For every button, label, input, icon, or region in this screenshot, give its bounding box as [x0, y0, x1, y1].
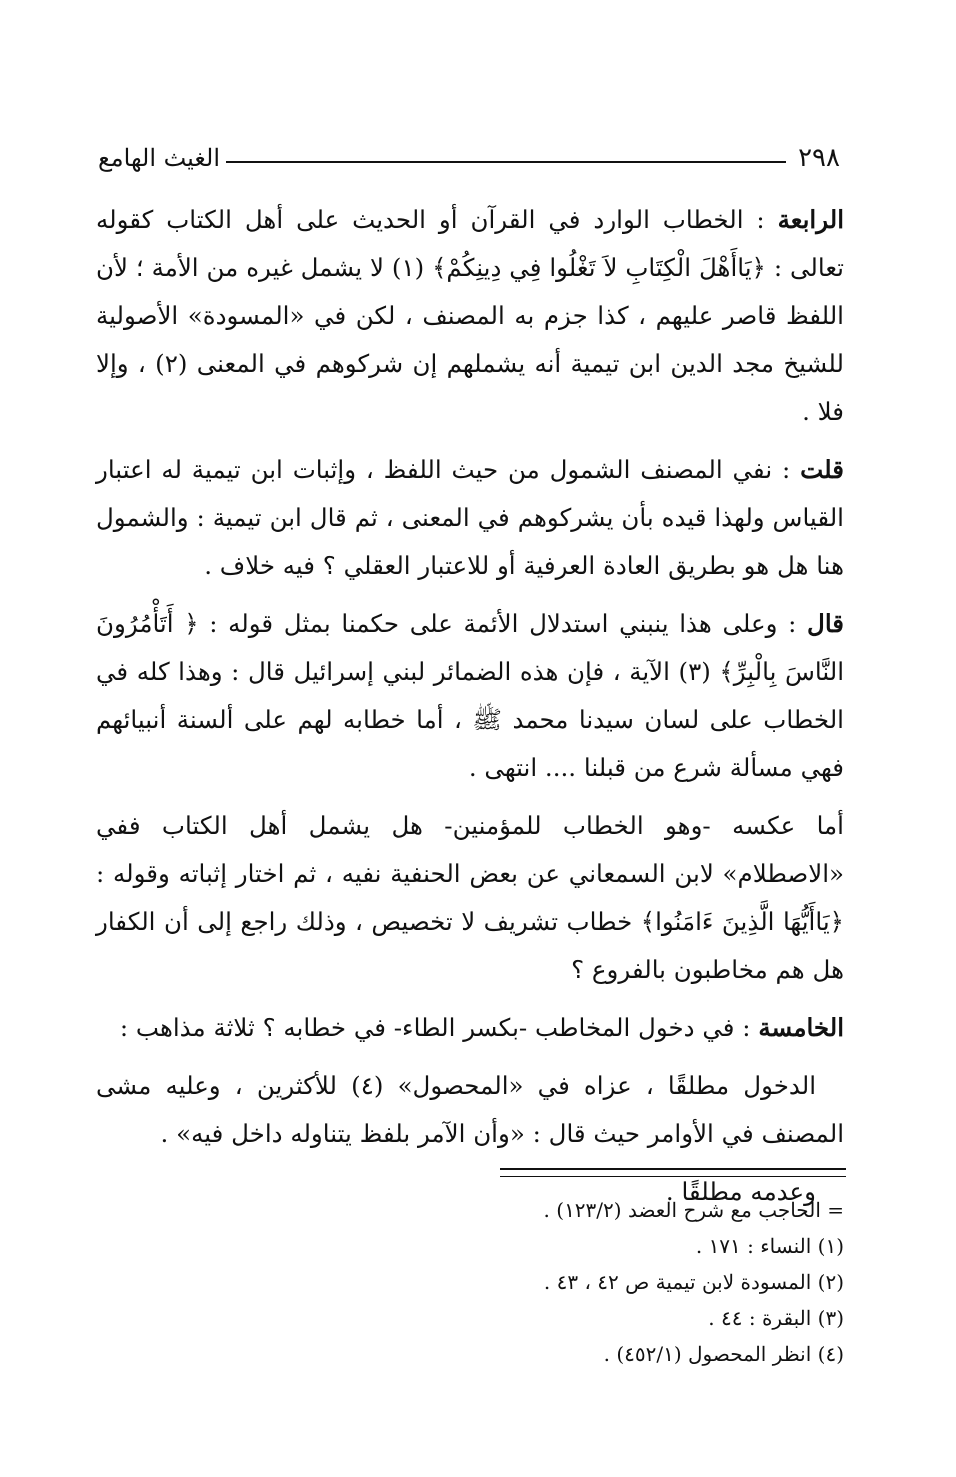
paragraph-qala [96, 600, 844, 792]
paragraph-lead: قال [807, 609, 844, 638]
footnote-divider [500, 1168, 846, 1170]
paragraph-text: : نفي المصنف الشمول من حيث اللفظ ، وإثبات ابن تيمية له اعتبار القياس ولهذا قيده بأن يشركوهم في المعنى ، ثم قال ابن تيمية : والشمول هنا هل هو بطريق العادة العرفية أو للاعتبار العقلي ؟ فيه خلاف . [96, 455, 844, 580]
paragraph-opinion-one [96, 1062, 844, 1158]
footnote-3: (٣) البقرة : ٤٤ . [708, 1306, 844, 1330]
paragraph-qultu [96, 446, 844, 590]
page-header [98, 138, 840, 178]
paragraph-text: : الخطاب الوارد في القرآن أو الحديث على أهل الكتاب كقوله تعالى : ﴿يَاأَهْلَ الْكِتَابِ لاَ تَغْلُوا فِي دِينِكُمْ﴾ (١) لا يشمل غيره من الأمة ؛ لأن اللفظ قاصر عليهم ، كذا جزم به المصنف ، لكن في «المسودة» الأصولية للشيخ مجد الدين ابن تيمية أنه يشملهم إن شركوهم في المعنى (٢) ، وإلا فلا . [96, 205, 844, 426]
paragraph-reverse [96, 802, 844, 994]
footnotes [500, 1192, 844, 1372]
footnote-2: (٢) المسودة لابن تيمية ص ٤٢ ، ٤٣ . [543, 1270, 844, 1294]
paragraph-text: : في دخول المخاطب -بكسر الطاء- في خطابه ؟ ثلاثة مذاهب : [119, 1013, 759, 1042]
footnote-divider-thin [500, 1176, 846, 1177]
page-number: ٢٩٨ [798, 143, 840, 173]
paragraph-text: وعدمه مطلقًا . [665, 1177, 816, 1206]
footnote-4: (٤) انظر المحصول (٤٥٢/١) . [603, 1342, 844, 1366]
paragraph-text: الدخول مطلقًا ، عزاه في «المحصول» (٤) للأكثرين ، وعليه مشى المصنف في الأوامر حيث قال : «وأن الآمر بلفظ يتناوله داخل فيه» . [96, 1071, 844, 1148]
paragraph-fifth [96, 1004, 844, 1052]
running-title: الغيث الهامع [98, 144, 220, 172]
paragraph-text: أما عكسه -وهو الخطاب للمؤمنين- هل يشمل أهل الكتاب ففي «الاصطلام» لابن السمعاني عن بعض الحنفية نفيه ، ثم اختار إثباته وقوله : ﴿يَاأَيُّهَا الَّذِينَ ءَامَنُوا﴾ خطاب تشريف لا تخصيص ، وذلك راجع إلى أن الكفار هل هم مخاطبون بالفروع ؟ [96, 811, 844, 984]
header-rule [226, 161, 786, 163]
main-text [96, 196, 844, 1226]
footnote-1: (١) النساء : ١٧١ . [695, 1234, 844, 1258]
paragraph-text: : وعلى هذا ينبني استدلال الأئمة على حكمنا بمثل قوله : ﴿ أَتَأْمُرُونَ النَّاسَ بِالْبِرِّ﴾ (٣) الآية ، فإن هذه الضمائر لبني إسرائيل قال : وهذا كله في الخطاب على لسان سيدنا محمد ﷺ ، أما خطابه لهم على ألسنة أنبيائهم فهي مسألة شرع من قبلنا .... انتهى . [96, 609, 844, 782]
footnote-continued: = الحاجب مع شرح العضد (١٢٣/٢) . [543, 1198, 844, 1222]
paragraph-lead: قلت [800, 455, 844, 484]
paragraph-lead: الرابعة [777, 205, 844, 234]
paragraph-fourth [96, 196, 844, 436]
paragraph-lead: الخامسة [758, 1013, 844, 1042]
